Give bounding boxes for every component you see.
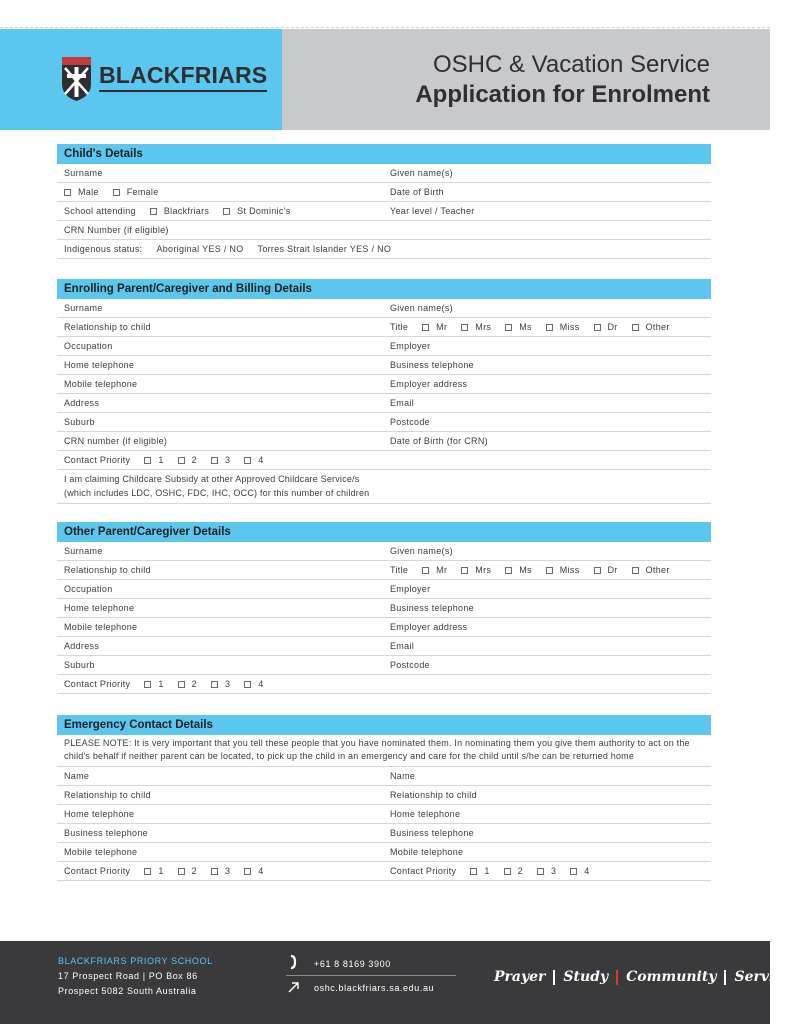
title-ms-checkbox[interactable]: Ms	[505, 322, 532, 332]
priority-3-checkbox[interactable]: 3	[211, 866, 230, 876]
email-field[interactable]: Email	[390, 398, 415, 408]
priority-4-checkbox[interactable]: 4	[244, 679, 263, 689]
priority-4-checkbox[interactable]: 4	[244, 866, 263, 876]
occupation-field[interactable]: Occupation	[64, 584, 113, 594]
relationship-field[interactable]: Relationship to child	[64, 565, 151, 575]
subsidy-statement[interactable]: I am claiming Childcare Subsidy at other Approved Childcare Service/s (which includes LDC, OSHC, FDC, IHC, OCC) for this number of children	[57, 470, 711, 504]
priority-2-checkbox[interactable]: 2	[178, 866, 197, 876]
form-row	[57, 337, 711, 356]
contact1-home-telephone-field[interactable]: Home telephone	[64, 809, 135, 819]
arrow-link-icon	[288, 981, 300, 993]
contact2-name-field[interactable]: Name	[390, 771, 416, 781]
employer-address-field[interactable]: Employer address	[390, 379, 468, 389]
motto-separator	[553, 970, 555, 985]
emergency-contact-section	[57, 715, 711, 881]
form-row	[57, 786, 711, 805]
crn-field[interactable]: CRN number (if eligible)	[64, 436, 168, 446]
given-name-field[interactable]: Given name(s)	[390, 546, 453, 556]
contact-priority-field: Contact Priority 1 2 3 4	[64, 455, 264, 465]
title-ms-checkbox[interactable]: Ms	[505, 565, 532, 575]
priority-1-checkbox[interactable]: 1	[470, 866, 489, 876]
contact2-business-telephone-field[interactable]: Business telephone	[390, 828, 474, 838]
form-row	[57, 805, 711, 824]
contact-priority-field: Contact Priority 1 2 3 4	[64, 679, 264, 689]
title-field: Title Mr Mrs Ms Miss Dr Other	[390, 322, 670, 332]
priority-3-checkbox[interactable]: 3	[211, 679, 230, 689]
suburb-field[interactable]: Suburb	[64, 660, 95, 670]
home-telephone-field[interactable]: Home telephone	[64, 360, 135, 370]
enrolling-parent-section	[57, 279, 711, 504]
address-field[interactable]: Address	[64, 641, 100, 651]
blackfriars-checkbox[interactable]: Blackfriars	[150, 206, 209, 216]
mobile-telephone-field[interactable]: Mobile telephone	[64, 622, 138, 632]
section-heading: Emergency Contact Details	[57, 715, 711, 735]
surname-field[interactable]: Surname	[64, 303, 103, 313]
form-row	[57, 432, 711, 451]
given-name-field[interactable]: Given name(s)	[390, 303, 453, 313]
date-of-birth-field[interactable]: Date of Birth	[390, 187, 444, 197]
form-row	[57, 318, 711, 337]
contact1-business-telephone-field[interactable]: Business telephone	[64, 828, 148, 838]
contact1-mobile-telephone-field[interactable]: Mobile telephone	[64, 847, 138, 857]
footer-phone[interactable]: +61 8 8169 3900	[314, 959, 391, 969]
motto-community: Community	[626, 969, 717, 985]
section-heading: Child's Details	[57, 144, 711, 164]
form-row	[57, 767, 711, 786]
priority-1-checkbox[interactable]: 1	[144, 679, 163, 689]
priority-2-checkbox[interactable]: 2	[178, 679, 197, 689]
motto-prayer: Prayer	[494, 969, 546, 985]
home-telephone-field[interactable]: Home telephone	[64, 603, 135, 613]
form-row	[57, 356, 711, 375]
form-row	[57, 637, 711, 656]
logo-underline	[99, 90, 267, 92]
form-row	[57, 561, 711, 580]
priority-3-checkbox[interactable]: 3	[211, 455, 230, 465]
title-dr-checkbox[interactable]: Dr	[594, 322, 618, 332]
motto-separator	[724, 970, 726, 985]
form-row	[57, 164, 711, 183]
priority-2-checkbox[interactable]: 2	[178, 455, 197, 465]
form-row	[57, 843, 711, 862]
title-other-checkbox[interactable]: Other	[632, 322, 670, 332]
business-telephone-field[interactable]: Business telephone	[390, 603, 474, 613]
section-heading: Other Parent/Caregiver Details	[57, 522, 711, 542]
priority-2-checkbox[interactable]: 2	[504, 866, 523, 876]
mobile-telephone-field[interactable]: Mobile telephone	[64, 379, 138, 389]
title-mr-checkbox[interactable]: Mr	[422, 565, 447, 575]
priority-3-checkbox[interactable]: 3	[537, 866, 556, 876]
header-logo-panel	[0, 29, 282, 130]
employer-field[interactable]: Employer	[390, 341, 431, 351]
footer-motto	[494, 969, 792, 985]
form-row	[57, 675, 711, 694]
crn-field[interactable]: CRN Number (if eligible)	[64, 225, 169, 235]
priority-1-checkbox[interactable]: 1	[144, 866, 163, 876]
dob-crn-field[interactable]: Date of Birth (for CRN)	[390, 436, 488, 446]
page-top-rule	[0, 27, 770, 28]
other-parent-section	[57, 522, 711, 694]
emergency-note: PLEASE NOTE: It is very important that you tell these people that you have nominated them. In nominating them you give them authority to act on the child's behalf if neither parent can be located, to pick up the child in an emergency and care for the child until s/he can be returned home	[57, 735, 711, 767]
form-row	[57, 656, 711, 675]
form-row	[57, 375, 711, 394]
occupation-field[interactable]: Occupation	[64, 341, 113, 351]
crest-icon	[61, 56, 92, 102]
priority-1-checkbox[interactable]: 1	[144, 455, 163, 465]
st-dominics-checkbox[interactable]: St Dominic's	[223, 206, 290, 216]
footer-school-name: BLACKFRIARS PRIORY SCHOOL	[58, 956, 213, 966]
suburb-field[interactable]: Suburb	[64, 417, 95, 427]
surname-field[interactable]: Surname	[64, 168, 103, 178]
header-title-panel	[282, 29, 770, 130]
postcode-field[interactable]: Postcode	[390, 417, 430, 427]
form-row	[57, 202, 711, 221]
surname-field[interactable]: Surname	[64, 546, 103, 556]
title-mrs-checkbox[interactable]: Mrs	[461, 565, 491, 575]
footer-address-line1: 17 Prospect Road | PO Box 86	[58, 971, 198, 981]
business-telephone-field[interactable]: Business telephone	[390, 360, 474, 370]
employer-address-field[interactable]: Employer address	[390, 622, 468, 632]
page-header	[0, 29, 770, 130]
given-name-field[interactable]: Given name(s)	[390, 168, 453, 178]
priority-4-checkbox[interactable]: 4	[570, 866, 589, 876]
contact2-mobile-telephone-field[interactable]: Mobile telephone	[390, 847, 464, 857]
motto-separator	[616, 970, 618, 985]
form-row	[57, 240, 711, 259]
footer-divider	[286, 975, 456, 976]
contact1-relationship-field[interactable]: Relationship to child	[64, 790, 151, 800]
form-row	[57, 394, 711, 413]
form-row	[57, 862, 711, 881]
section-heading: Enrolling Parent/Caregiver and Billing Details	[57, 279, 711, 299]
employer-field[interactable]: Employer	[390, 584, 431, 594]
priority-4-checkbox[interactable]: 4	[244, 455, 263, 465]
indigenous-status-field[interactable]: Indigenous status: Aboriginal YES / NO Torres Strait Islander YES / NO	[64, 244, 392, 254]
page-title: OSHC & Vacation Service	[433, 51, 710, 78]
title-mr-checkbox[interactable]: Mr	[422, 322, 447, 332]
school-field: School attending Blackfriars St Dominic's	[64, 206, 291, 216]
torres-strait-option: Torres Strait Islander YES / NO	[257, 244, 392, 254]
form-row	[57, 618, 711, 637]
female-checkbox[interactable]: Female	[113, 187, 159, 197]
postcode-field[interactable]: Postcode	[390, 660, 430, 670]
form-row	[57, 599, 711, 618]
title-miss-checkbox[interactable]: Miss	[546, 565, 580, 575]
title-mrs-checkbox[interactable]: Mrs	[461, 322, 491, 332]
contact2-relationship-field[interactable]: Relationship to child	[390, 790, 477, 800]
page-footer	[0, 941, 792, 1024]
footer-website-link[interactable]: oshc.blackfriars.sa.edu.au	[314, 983, 435, 993]
logo-wordmark: BLACKFRIARS	[99, 62, 268, 88]
contact2-priority-field: Contact Priority 1 2 3 4	[390, 866, 590, 876]
year-level-field[interactable]: Year level / Teacher	[390, 206, 475, 216]
child-details-section	[57, 144, 711, 259]
form-row	[57, 542, 711, 561]
male-checkbox[interactable]: Male	[64, 187, 99, 197]
form-row	[57, 413, 711, 432]
phone-icon	[288, 955, 300, 969]
email-field[interactable]: Email	[390, 641, 415, 651]
title-other-checkbox[interactable]: Other	[632, 565, 670, 575]
form-row	[57, 451, 711, 470]
contact1-priority-field: Contact Priority 1 2 3 4	[64, 866, 264, 876]
title-miss-checkbox[interactable]: Miss	[546, 322, 580, 332]
gender-field	[57, 187, 383, 197]
form-row	[57, 580, 711, 599]
motto-service: Service	[734, 969, 792, 985]
page-subtitle: Application for Enrolment	[415, 81, 710, 108]
contact2-home-telephone-field[interactable]: Home telephone	[390, 809, 461, 819]
address-field[interactable]: Address	[64, 398, 100, 408]
title-dr-checkbox[interactable]: Dr	[594, 565, 618, 575]
contact1-name-field[interactable]: Name	[64, 771, 90, 781]
form-row	[57, 824, 711, 843]
title-field: Title Mr Mrs Ms Miss Dr Other	[390, 565, 670, 575]
motto-study: Study	[563, 969, 609, 985]
relationship-field[interactable]: Relationship to child	[64, 322, 151, 332]
form-row	[57, 183, 711, 202]
footer-address-line2: Prospect 5082 South Australia	[58, 986, 197, 996]
form-row	[57, 299, 711, 318]
aboriginal-option: Aboriginal YES / NO	[156, 244, 244, 254]
form-row	[57, 221, 711, 240]
